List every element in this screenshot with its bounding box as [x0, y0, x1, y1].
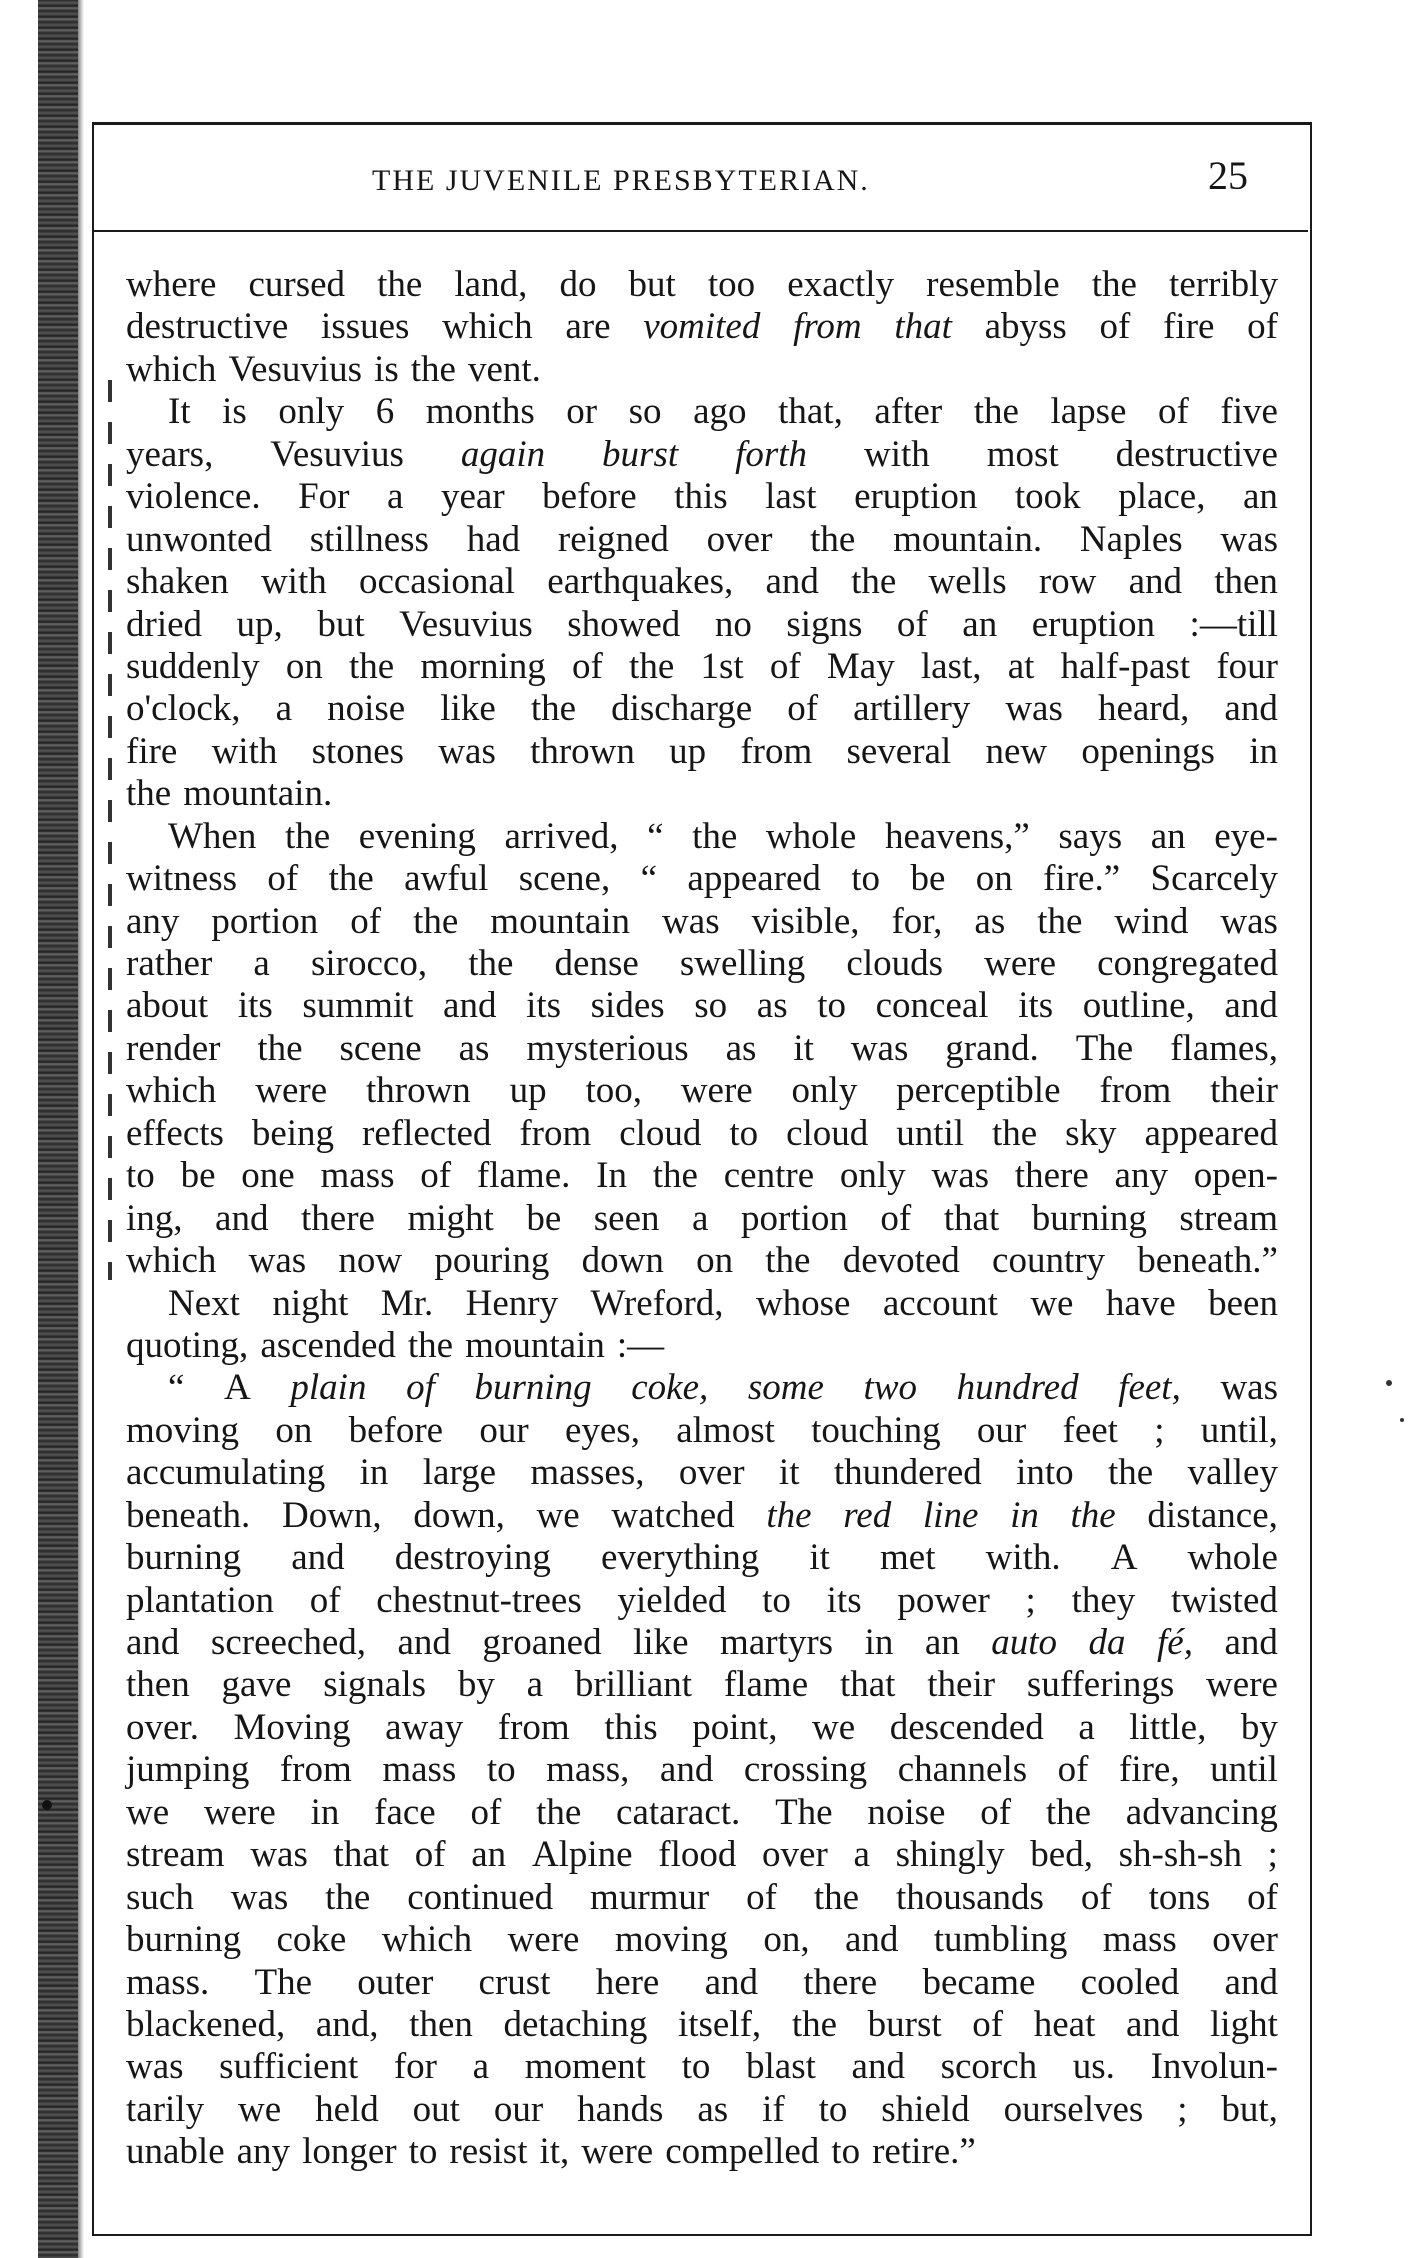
text-line: quoting, ascended the mountain :— [126, 1324, 665, 1366]
text-line: where cursed the land, do but too exactly resemble the terribly [126, 264, 1278, 305]
text-line: render the scene as mysterious as it was grand. The flames, [126, 1027, 1278, 1069]
text-line: It is only 6 months or so ago that, after the lapse of five [168, 391, 1278, 433]
text-line: jumping from mass to mass, and crossing channels of fire, until [126, 1749, 1278, 1791]
text-line: stream was that of an Alpine flood over a shingly bed, sh-sh-sh ; [126, 1834, 1278, 1876]
text-line: the mountain. [126, 773, 333, 815]
text-line: over. Moving away from this point, we descended a little, by [126, 1706, 1278, 1748]
text-line: unwonted stillness had reigned over the mountain. Naples was [126, 518, 1278, 560]
margin-rule-marks [108, 380, 112, 1280]
text-line: violence. For a year before this last eruption took place, an [126, 476, 1278, 518]
margin-speck [1386, 1380, 1392, 1386]
text-line: which Vesuvius is the vent. [126, 348, 541, 390]
text-line: which were thrown up too, were only perceptible from their [126, 1070, 1278, 1112]
running-title: THE JUVENILE PRESBYTERIAN. [372, 164, 870, 197]
text-line: destructive issues which are vomited from that abyss of fire of [126, 306, 1278, 348]
page-header [94, 152, 1308, 218]
text-line: any portion of the mountain was visible, for, as the wind was [126, 900, 1278, 942]
text-line: “ A plain of burning coke, some two hundred feet, was [168, 1367, 1278, 1409]
text-line: tarily we held out our hands as if to shield ourselves ; but, [126, 2088, 1278, 2130]
text-line: Next night Mr. Henry Wreford, whose account we have been [168, 1282, 1278, 1324]
text-line: then gave signals by a brilliant flame that their sufferings were [126, 1664, 1278, 1706]
text-line: When the evening arrived, “ the whole heavens,” says an eye- [168, 815, 1278, 857]
text-line: moving on before our eyes, almost touching our feet ; until, [126, 1409, 1278, 1451]
article-body [126, 264, 1278, 2174]
text-line: and screeched, and groaned like martyrs in an auto da fé, and [126, 1622, 1278, 1663]
text-line: effects being reflected from cloud to cloud until the sky appeared [126, 1112, 1278, 1154]
text-line: witness of the awful scene, “ appeared to be on fire.” Scarcely [126, 858, 1278, 900]
text-line: fire with stones was thrown up from several new openings in [126, 730, 1278, 772]
text-line: ing, and there might be seen a portion of that burning stream [126, 1197, 1278, 1239]
text-line: mass. The outer crust here and there became cooled and [126, 1961, 1278, 2003]
text-line: was sufficient for a moment to blast and scorch us. Involun- [126, 2046, 1278, 2088]
text-line: shaken with occasional earthquakes, and the wells row and then [126, 561, 1278, 603]
text-line: plantation of chestnut-trees yielded to its power ; they twisted [126, 1579, 1278, 1621]
text-line: o'clock, a noise like the discharge of artillery was heard, and [126, 688, 1278, 730]
text-line: unable any longer to resist it, were compelled to retire.” [126, 2131, 976, 2173]
text-line: beneath. Down, down, we watched the red line in the distance, [126, 1494, 1278, 1536]
text-line: dried up, but Vesuvius showed no signs of an eruption :—till [126, 603, 1278, 645]
text-line: blackened, and, then detaching itself, the burst of heat and light [126, 2003, 1278, 2045]
header-rule [94, 230, 1308, 232]
text-line: years, Vesuvius again burst forth with most destructive [126, 433, 1278, 475]
text-line: which was now pouring down on the devoted country beneath.” [126, 1240, 1278, 1282]
text-line: suddenly on the morning of the 1st of May last, at half-past four [126, 645, 1278, 687]
text-line: rather a sirocco, the dense swelling clouds were congregated [126, 943, 1278, 984]
text-line: burning and destroying everything it met with. A whole [126, 1537, 1278, 1579]
page-binding-edge [38, 0, 80, 2258]
margin-dot [42, 1800, 52, 1810]
text-line: about its summit and its sides so as to conceal its outline, and [126, 985, 1278, 1027]
text-line: burning coke which were moving on, and tumbling mass over [126, 1919, 1278, 1961]
text-line: such was the continued murmur of the thousands of tons of [126, 1876, 1278, 1918]
text-line: accumulating in large masses, over it thundered into the valley [126, 1452, 1278, 1494]
text-line: to be one mass of flame. In the centre only was there any open- [126, 1155, 1278, 1197]
text-line: we were in face of the cataract. The noise of the advancing [126, 1791, 1278, 1833]
margin-speck [1400, 1418, 1404, 1422]
page-number: 25 [1208, 153, 1248, 198]
